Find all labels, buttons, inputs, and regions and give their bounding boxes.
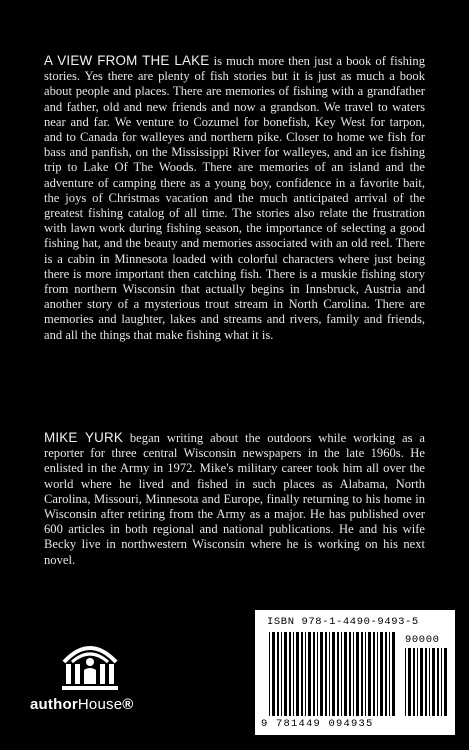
barcode-bar <box>392 632 395 716</box>
barcode-bar <box>405 648 406 716</box>
barcode-bar <box>377 632 378 716</box>
bio-text: began writing about the outdoors while working as a reporter for three central Wisconsin newspapers in the late 1960s. He enlisted in the Army in 1972. Mike's military career took him all over the world where he lived and fished in such places as Alabama, North Carolina, Missouri, Minnesota and Europe, finally returning to his home in Wisconsin after retiring from the Army as a major. He has published over 600 articles in both regional and national publications. He and his wife Becky live in northwestern Wisconsin where he is working on his next novel. <box>44 431 425 567</box>
barcode-bar <box>441 648 442 716</box>
isbn-label: ISBN 978-1-4490-9493-5 <box>267 616 419 628</box>
price-code: 90000 <box>405 634 440 646</box>
barcode-bar <box>361 632 363 716</box>
barcode-bar <box>272 632 275 716</box>
publisher-logo <box>30 640 150 720</box>
barcode-bar <box>408 648 411 716</box>
barcode-bar <box>341 632 342 716</box>
ean-barcode-bars <box>269 632 397 716</box>
barcode-bar <box>293 632 294 716</box>
barcode-bar <box>385 632 387 716</box>
barcode-bar <box>337 632 339 716</box>
barcode-bar <box>432 648 435 716</box>
ean-digits: 9 781449 094935 <box>261 718 374 730</box>
barcode-bar <box>296 632 299 716</box>
barcode-bar <box>353 632 354 716</box>
barcode-bar <box>368 632 371 716</box>
barcode-bar <box>269 632 270 716</box>
barcode-bar <box>308 632 311 716</box>
barcode-bar <box>325 632 327 716</box>
addon-barcode-bars <box>405 648 449 716</box>
barcode-bar <box>301 632 303 716</box>
publisher-emblem-icon <box>58 640 122 694</box>
barcode-bar <box>437 648 439 716</box>
author-bio <box>44 430 425 568</box>
barcode-bar <box>344 632 347 716</box>
barcode-bar <box>444 648 447 716</box>
back-cover-blurb <box>44 53 425 343</box>
barcode-bar <box>356 632 359 716</box>
barcode-bar <box>417 648 418 716</box>
barcode-bar <box>332 632 335 716</box>
barcode-bar <box>317 632 318 716</box>
barcode-bar <box>281 632 282 716</box>
barcode-bar <box>425 648 427 716</box>
publisher-wordmark: authorHouse® <box>30 696 134 713</box>
barcode-bar <box>284 632 287 716</box>
barcode-bar <box>413 648 415 716</box>
barcode-bar <box>420 648 423 716</box>
book-title: A VIEW FROM THE LAKE <box>44 53 210 68</box>
barcode-bar <box>373 632 375 716</box>
barcode-bar <box>289 632 291 716</box>
barcode-bar <box>313 632 315 716</box>
barcode-bar <box>277 632 279 716</box>
isbn-barcode <box>255 610 455 735</box>
barcode-bar <box>320 632 323 716</box>
barcode-bar <box>329 632 330 716</box>
author-name: MIKE YURK <box>44 430 123 445</box>
barcode-bar <box>389 632 390 716</box>
barcode-bar <box>305 632 306 716</box>
barcode-bar <box>365 632 366 716</box>
blurb-text: is much more then just a book of fishing stories. Yes there are plenty of fish stories but it is just as much a book about people and places. There are memories of fishing with a grandfather and father, old and new friends and now a grandson. We travel to waters near and far. We venture to Cozumel for bonefish, Key West for tarpon, and to Canada for walleyes and northern pike. Closer to home we fish for bass and panfish, on the Mississippi River for walleyes, and an ice fishing trip to Lake Of The Woods. There are memories of an island and the adventure of camping there as a young boy, confidence in a favorite bait, the joys of Christmas vacation and the much anticipated arrival of the greatest fishing catalog of all time. The stories also relate the frustration with lawn work during fishing season, the importance of selecting a good fishing hat, and the beauty and memories associated with an old reel. There is a cabin in Minnesota loaded with colorful characters where just being there is more important then catching fish. There is a muskie fishing story from northern Wisconsin that actually begins in Innsbruck, Austria and another story of a mysterious trout stream in North Carolina. There are memories and laughter, lakes and streams and rivers, family and friends, and all the things that make fishing what it is. <box>44 54 425 342</box>
barcode-bar <box>429 648 430 716</box>
barcode-bar <box>380 632 383 716</box>
barcode-bar <box>349 632 351 716</box>
